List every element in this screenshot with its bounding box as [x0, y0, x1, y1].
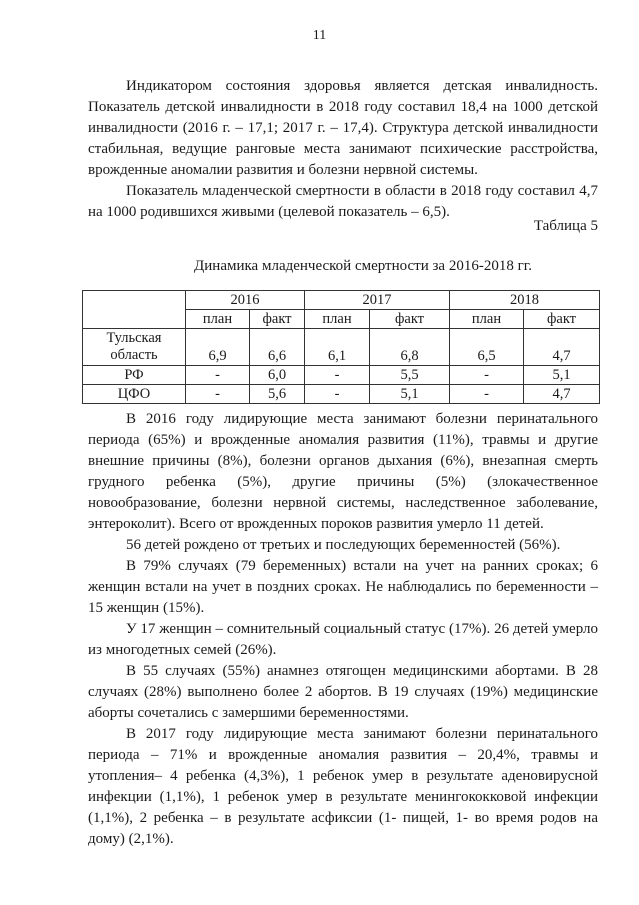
value-cell: 6,0	[250, 366, 305, 385]
paragraph: В 79% случаях (79 беременных) встали на учет на ранних сроках; 6 женщин встали на учет в поздних сроках. Не наблюдались по беременности – 15 женщин (15%).	[88, 558, 598, 616]
value-cell: 4,7	[524, 329, 600, 366]
region-label-line1: Тульская	[106, 330, 162, 346]
year-header: 2018	[450, 291, 600, 310]
value-cell: 4,7	[524, 385, 600, 404]
region-label-line2: область	[110, 347, 158, 363]
paragraph: Индикатором состояния здоровья является детская инвалидность. Показатель детской инвалидности в 2018 году составил 18,4 на 1000 детской инвалидности (2016 г. – 17,1; 2017 г. – 17,4). Структура детской инвалидности стабильная, ведущие ранговые места занимают психические расстройства, врожденные аномалии развития и болезни нервной системы.	[88, 78, 598, 178]
value-cell: -	[305, 366, 370, 385]
value-cell: 6,8	[370, 329, 450, 366]
table-title: Динамика младенческой смертности за 2016-2018 гг.	[194, 258, 532, 274]
value-cell: 6,5	[450, 329, 524, 366]
value-cell: -	[305, 385, 370, 404]
subheader-cell: факт	[250, 310, 305, 329]
paragraph: Показатель младенческой смертности в области в 2018 году составил 4,7 на 1000 родившихся живыми (целевой показатель – 6,5).	[88, 183, 598, 220]
subheader-cell: факт	[524, 310, 600, 329]
value-cell: -	[186, 366, 250, 385]
year-header: 2016	[186, 291, 305, 310]
paragraph: В 55 случаях (55%) анамнез отягощен медицинскими абортами. В 28 случаях (28%) выполнено более 2 абортов. В 19 случаях (19%) медицинские аборты сочетались с замершими беременностями.	[88, 663, 598, 721]
value-cell: 5,1	[524, 366, 600, 385]
subheader-cell: план	[450, 310, 524, 329]
value-cell: -	[186, 385, 250, 404]
region-cell	[83, 329, 186, 366]
value-cell: -	[450, 385, 524, 404]
paragraph: В 2017 году лидирующие места занимают болезни перинатального периода – 71% и врожденные аномалия развития – 20,4%, травмы и утопления– 4 ребенка (4,3%), 1 ребенок умер в результате аденовирусной инфекции (1,1%), 1 ребенок умер в результате менингококковой инфекции (1,1%), 2 ребенка – в результате асфиксии (1- пищей, 1- во время родов на дому) (2,1%).	[88, 726, 598, 847]
bottom-text-block	[88, 409, 598, 850]
value-cell: -	[450, 366, 524, 385]
subheader-cell: план	[186, 310, 250, 329]
top-text-block	[88, 76, 598, 223]
paragraph: У 17 женщин – сомнительный социальный статус (17%). 26 детей умерло из многодетных семей (26%).	[88, 621, 598, 658]
infant-mortality-table	[82, 290, 600, 404]
value-cell: 5,5	[370, 366, 450, 385]
region-cell: ЦФО	[83, 385, 186, 404]
value-cell: 5,6	[250, 385, 305, 404]
year-header: 2017	[305, 291, 450, 310]
table-row	[83, 385, 600, 404]
value-cell: 6,6	[250, 329, 305, 366]
table-row	[83, 366, 600, 385]
value-cell: 6,1	[305, 329, 370, 366]
value-cell: 5,1	[370, 385, 450, 404]
value-cell: 6,9	[186, 329, 250, 366]
table-row	[83, 329, 600, 366]
subheader-cell: факт	[370, 310, 450, 329]
table-corner-cell	[83, 291, 186, 329]
table-label: Таблица 5	[533, 218, 598, 234]
page-number: 11	[312, 28, 327, 43]
paragraph: В 2016 году лидирующие места занимают болезни перинатального периода (65%) и врожденные аномалия развития (11%), травмы и другие внешние причины (8%), болезни органов дыхания (6%), внезапная смерть грудного ребенка (5%), другие причины (5%) (злокачественное новообразование, болезни нервной системы, наследственное заболевание, энтероколит). Всего от врожденных пороков развития умерло 11 детей.	[88, 411, 598, 532]
paragraph: 56 детей рождено от третьих и последующих беременностей (56%).	[126, 537, 561, 553]
table-header-row	[83, 291, 600, 310]
subheader-cell: план	[305, 310, 370, 329]
region-cell: РФ	[83, 366, 186, 385]
